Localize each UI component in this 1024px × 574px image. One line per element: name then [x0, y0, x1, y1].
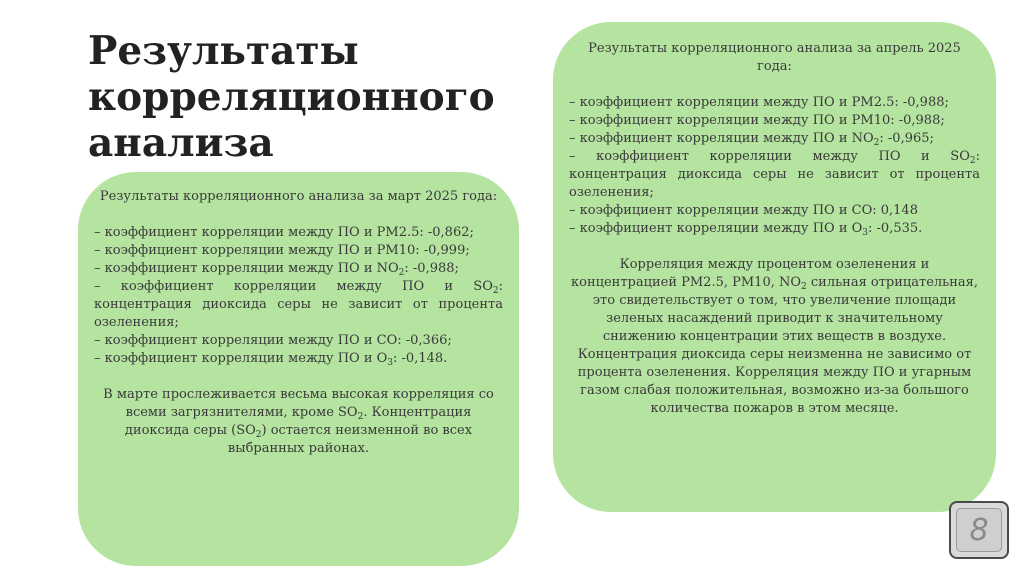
slide-title	[88, 28, 528, 166]
april-no2: – коэффициент корреляции между ПО и $NO_2$: -0,965;	[569, 131, 934, 148]
april-co: – коэффициент корреляции между ПО и СО: 0,148	[569, 203, 918, 218]
march-results-card	[78, 172, 519, 566]
april-so2: – коэффициент корреляции между ПО и $SO_2$: концентрация диоксида серы не зависит от процента озеленения;	[569, 149, 980, 200]
april-pm25: – коэффициент корреляции между ПО и РМ2.5: -0,988;	[569, 95, 949, 110]
march-pm25: – коэффициент корреляции между ПО и РМ2.5: -0,862;	[94, 225, 474, 240]
page-number: 8	[956, 508, 1002, 552]
march-pm10: – коэффициент корреляции между ПО и РМ10: -0,999;	[94, 243, 470, 258]
slide-title-line-2: корреляционного	[88, 74, 495, 120]
april-results-card	[553, 22, 996, 512]
slide-title-line-3: анализа	[88, 120, 274, 166]
april-pm10: – коэффициент корреляции между ПО и РМ10: -0,988;	[569, 113, 945, 128]
march-co: – коэффициент корреляции между ПО и СО: -0,366;	[94, 333, 452, 348]
march-conclusion: В марте прослеживается весьма высокая корреляция со всеми загрязнителями, кроме $SO_2$. Концентрация диоксида серы $(SO_2)$ остается неизменной во всех выбранных районах.	[103, 387, 494, 456]
march-so2: – коэффициент корреляции между ПО и $SO_2$: концентрация диоксида серы не зависит от процента озеленения;	[94, 279, 503, 330]
march-coefficients	[94, 224, 503, 368]
page-number-badge	[949, 501, 1009, 559]
march-heading: Результаты корреляционного анализа за март 2025 года:	[99, 189, 498, 204]
slide-title-line-1: Результаты	[88, 28, 359, 74]
april-coefficients	[569, 94, 980, 238]
april-o3: – коэффициент корреляции между ПО и $О_3$: -0,535.	[569, 221, 923, 238]
march-no2: – коэффициент корреляции между ПО и $NO_2$: -0,988;	[94, 261, 459, 278]
april-heading: Результаты корреляционного анализа за апрель 2025 года:	[588, 41, 961, 74]
april-conclusion: Корреляция между процентом озеленения и концентрацией РМ2.5, РМ10, $NO_2$ сильная отрицательная, это свидетельствует о том, что увеличение площади зеленых насаждений приводит к значительному снижению концентрации этих веществ в воздухе. Концентрация диоксида серы неизменна не зависимо от процента озеленения. Корреляция между ПО и угарным газом слабая положительная, возможно из-за большого количества пожаров в этом месяце.	[571, 257, 978, 416]
march-o3: – коэффициент корреляции между ПО и $О_3$: -0,148.	[94, 351, 448, 368]
